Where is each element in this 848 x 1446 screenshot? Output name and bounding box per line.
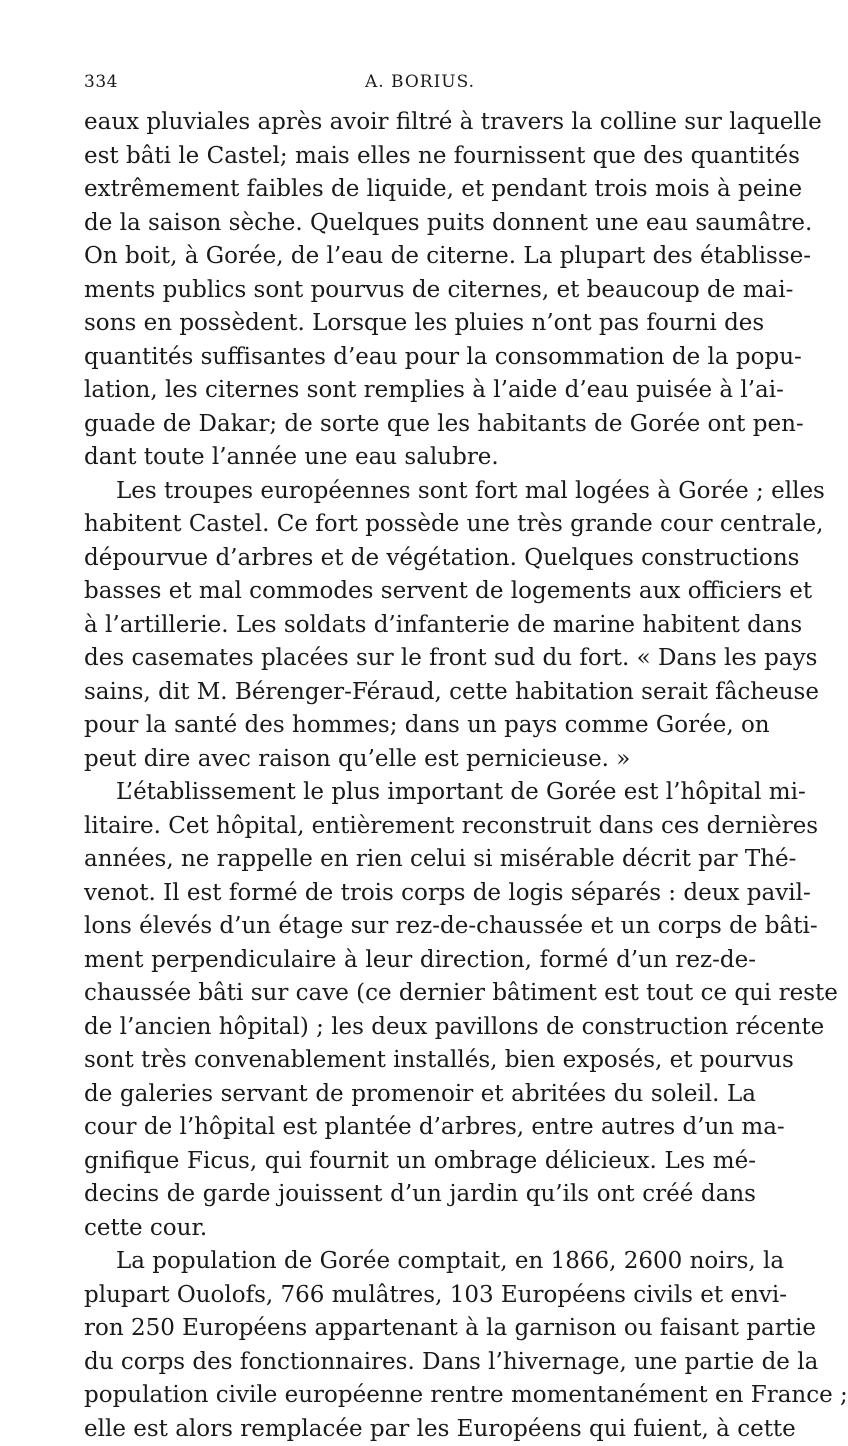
text-line: cour de l’hôpital est plantée d’arbres, entre autres d’un ma- [84, 1111, 756, 1145]
text-line: ron 250 Européens appartenant à la garnison ou faisant partie [84, 1312, 756, 1346]
text-line: chaussée bâti sur cave (ce dernier bâtiment est tout ce qui reste [84, 977, 756, 1011]
text-line: population civile européenne rentre momentanément en France ; [84, 1379, 756, 1413]
text-line: est bâti le Castel; mais elles ne fournissent que des quantités [84, 140, 756, 174]
text-line: gnifique Ficus, qui fournit un ombrage délicieux. Les mé- [84, 1145, 756, 1179]
text-line: dépourvue d’arbres et de végétation. Quelques constructions [84, 542, 756, 576]
text-line: decins de garde jouissent d’un jardin qu’ils ont créé dans [84, 1178, 756, 1212]
text-line: de l’ancien hôpital) ; les deux pavillons de construction récente [84, 1011, 756, 1045]
text-line: basses et mal commodes servent de logements aux officiers et [84, 575, 756, 609]
text-line: cette cour. [84, 1212, 756, 1246]
text-line: eaux pluviales après avoir filtré à travers la colline sur laquelle [84, 106, 756, 140]
text-line: des casemates placées sur le front sud du fort. « Dans les pays [84, 642, 756, 676]
text-line: à l’artillerie. Les soldats d’infanterie de marine habitent dans [84, 609, 756, 643]
text-line: plupart Ouolofs, 766 mulâtres, 103 Européens civils et envi- [84, 1279, 756, 1313]
text-line: quantités suffisantes d’eau pour la consommation de la popu- [84, 341, 756, 375]
running-head [84, 72, 756, 96]
text-line: années, ne rappelle en rien celui si misérable décrit par Thé- [84, 843, 756, 877]
text-line: de galeries servant de promenoir et abritées du soleil. La [84, 1078, 756, 1112]
text-line: lons élevés d’un étage sur rez-de-chaussée et un corps de bâti- [84, 910, 756, 944]
text-line: pour la santé des hommes; dans un pays comme Gorée, on [84, 709, 756, 743]
text-line: habitent Castel. Ce fort possède une très grande cour centrale, [84, 508, 756, 542]
text-line: L’établissement le plus important de Gorée est l’hôpital mi- [84, 776, 756, 810]
text-line: sont très convenablement installés, bien exposés, et pourvus [84, 1044, 756, 1078]
text-line: guade de Dakar; de sorte que les habitants de Gorée ont pen- [84, 408, 756, 442]
text-line: La population de Gorée comptait, en 1866, 2600 noirs, la [84, 1245, 756, 1279]
text-line: litaire. Cet hôpital, entièrement reconstruit dans ces dernières [84, 810, 756, 844]
body-text [84, 106, 756, 1446]
text-line: Les troupes européennes sont fort mal logées à Gorée ; elles [84, 475, 756, 509]
text-line: peut dire avec raison qu’elle est pernicieuse. » [84, 743, 756, 777]
text-line: lation, les citernes sont remplies à l’aide d’eau puisée à l’ai- [84, 374, 756, 408]
text-line: extrêmement faibles de liquide, et pendant trois mois à peine [84, 173, 756, 207]
text-line: sains, dit M. Bérenger-Féraud, cette habitation serait fâcheuse [84, 676, 756, 710]
text-line: On boit, à Gorée, de l’eau de citerne. La plupart des établisse- [84, 240, 756, 274]
text-line: du corps des fonctionnaires. Dans l’hivernage, une partie de la [84, 1346, 756, 1380]
text-line: ments publics sont pourvus de citernes, et beaucoup de mai- [84, 274, 756, 308]
text-line: de la saison sèche. Quelques puits donnent une eau saumâtre. [84, 207, 756, 241]
text-line: sons en possèdent. Lorsque les pluies n’ont pas fourni des [84, 307, 756, 341]
text-line: ment perpendiculaire à leur direction, formé d’un rez-de- [84, 944, 756, 978]
page-number: 334 [84, 72, 118, 92]
text-line: elle est alors remplacée par les Européens qui fuient, à cette [84, 1413, 756, 1446]
text-line: dant toute l’année une eau salubre. [84, 441, 756, 475]
text-line: venot. Il est formé de trois corps de logis séparés : deux pavil- [84, 877, 756, 911]
running-head-author: A. BORIUS. [84, 72, 756, 92]
